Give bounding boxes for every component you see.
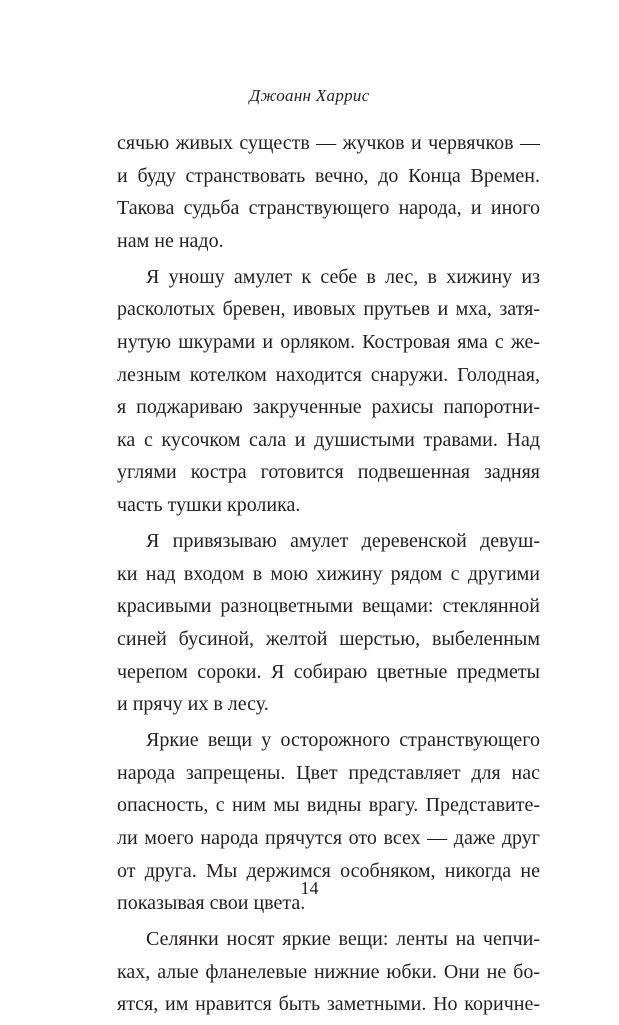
paragraph-3 — [117, 525, 540, 721]
text-line: красивыми разноцветными вещами: стеклянной — [117, 595, 540, 618]
text-line: углями костра готовится подвешенная задняя — [117, 461, 540, 484]
text-line: часть тушки кролика. — [117, 494, 301, 517]
paragraph-1 — [117, 127, 540, 257]
text-line: расколотых бревен, ивовых прутьев и мха, затя- — [117, 298, 540, 321]
paragraph-2 — [117, 261, 540, 522]
text-line: синей бусиной, желтой шерстью, выбеленным — [117, 627, 540, 650]
text-line: лезным котелком находится снаружи. Голодная, — [117, 363, 540, 386]
text-line: ка с кусочком сала и душистыми травами. Над — [117, 428, 540, 451]
text-line: народа запрещены. Цвет представляет для нас — [117, 761, 540, 784]
text-line: Такова судьба странствующего народа, и иного — [117, 197, 540, 220]
text-line: ки над входом в мою хижину рядом с другими — [117, 562, 540, 585]
paragraph-5 — [117, 923, 540, 1021]
text-line: сячью живых существ — жучков и червячков — — [117, 132, 540, 154]
text-line: я поджариваю закрученные рахисы папоротни- — [117, 396, 540, 419]
text-line: ли моего народа прячутся ото всех — даже друг — [117, 826, 540, 849]
text-line: опасность, с ним мы видны врагу. Представите- — [117, 794, 540, 817]
text-line: черепом сороки. Я собираю цветные предметы — [117, 660, 540, 683]
page-number: 14 — [300, 878, 319, 898]
text-line: Селянки носят яркие вещи: ленты на чепчи- — [146, 928, 540, 951]
text-line: от друга. Мы держимся особняком, никогда не — [117, 859, 540, 882]
text-line: ятся, им нравится быть заметными. Но коричне- — [117, 993, 540, 1016]
text-line: ках, алые фланелевые нижние юбки. Они не бо- — [117, 960, 540, 983]
text-line: и прячу их в лесу. — [117, 693, 269, 716]
running-head-author: Джоанн Харрис — [249, 86, 370, 105]
text-line: нутую шкурами и орляком. Костровая яма с же- — [117, 331, 540, 354]
text-line: нам не надо. — [117, 229, 224, 252]
text-line: Я привязываю амулет деревенской девуш- — [146, 530, 540, 553]
text-line: и буду странствовать вечно, до Конца Времен. — [117, 164, 540, 187]
text-line: Я уношу амулет к себе в лес, в хижину из — [146, 265, 540, 288]
text-line: Яркие вещи у осторожного странствующего — [146, 729, 540, 752]
text-line: показывая свои цвета. — [117, 892, 306, 915]
